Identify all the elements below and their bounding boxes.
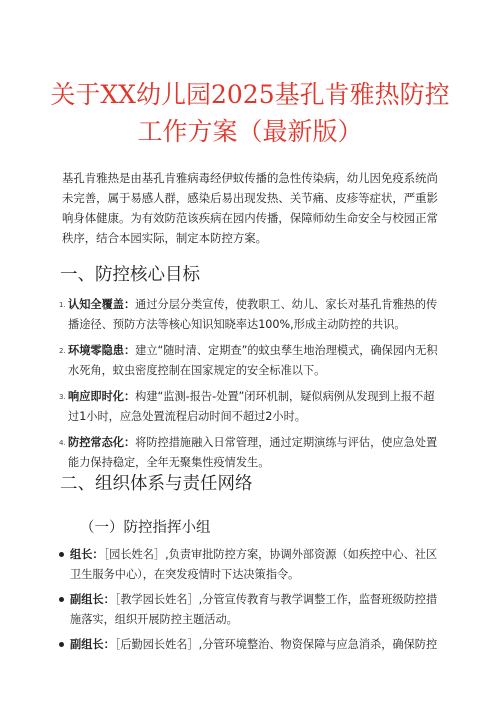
goal-label: 防控常态化： <box>68 436 136 449</box>
goal-text: 通过分层分类宣传，使教职工、幼儿、家长对基孔肯雅热的传播途径、预防方法等核心知识知晓率达100%,形成主动防控的共识。 <box>68 298 438 331</box>
leader-item <box>58 545 448 585</box>
goal-label: 认知全覆盖： <box>68 298 136 311</box>
leader-role: 副组长： <box>70 593 115 606</box>
leader-item <box>58 590 448 630</box>
leader-role: 副组长： <box>70 638 115 651</box>
document-title-line-1: 关于XX幼儿园2025基孔肯雅热防控 <box>50 80 450 109</box>
section-1-goal-list <box>60 295 445 479</box>
goal-label: 响应即时化： <box>68 390 136 403</box>
section-1-heading: 一、防控核心目标 <box>60 265 200 285</box>
goal-item <box>60 295 445 335</box>
goal-number: 4. <box>59 439 66 447</box>
goal-item <box>60 433 445 473</box>
leader-item <box>58 635 448 655</box>
leader-duty: ［园长姓名］,负责审批防控方案，协调外部资源（如疾控中心、社区卫生服务中心），在突发疫情时下达决策指令。 <box>70 548 438 581</box>
goal-number: 3. <box>59 393 66 401</box>
goal-text: 建立“随时清、定期查”的蚊虫孳生地治理模式，确保园内无积水死角，蚊虫密度控制在国家规定的安全标准以下。 <box>68 344 438 377</box>
goal-text: 将防控措施融入日常管理，通过定期演练与评估，使应急处置能力保持稳定，全年无聚集性疫情发生。 <box>68 436 438 469</box>
bullet-icon <box>59 597 64 602</box>
section-2-heading: 二、组织体系与责任网络 <box>60 474 253 494</box>
leader-duty: ［教学园长姓名］,分管宣传教育与教学调整工作，监督班级防控措施落实，组织开展防控主题活动。 <box>70 593 438 626</box>
goal-label: 环境零隐患： <box>68 344 136 357</box>
goal-number: 2. <box>59 347 66 355</box>
bullet-icon <box>59 642 64 647</box>
leadership-list <box>58 545 448 660</box>
document-title-line-2: 工作方案（最新版） <box>137 117 363 146</box>
goal-text: 构建“监测-报告-处置”闭环机制，疑似病例从发现到上报不超过1小时，应急处置流程启动时间不超过2小时。 <box>68 390 435 423</box>
bullet-icon <box>59 552 64 557</box>
goal-item <box>60 341 445 381</box>
leader-role: 组长： <box>70 548 104 561</box>
leader-duty: ［后勤园长姓名］,分管环境整治、物资保障与应急消杀，确保防控 <box>114 638 438 651</box>
subsection-heading: （一）防控指挥小组 <box>80 520 211 536</box>
intro-paragraph: 基孔肯雅热是由基孔肯雅病毒经伊蚊传播的急性传染病，幼儿因免疫系统尚未完善，属于易感人群，感染后易出现发热、关节痛、皮疹等症状，严重影响身体健康。为有效防范该疾病在园内传播，保障师幼生命安全与校园正常秩序，结合本园实际，制定本防控方案。 <box>62 171 438 245</box>
goal-number: 1. <box>59 301 66 309</box>
goal-item <box>60 387 445 427</box>
